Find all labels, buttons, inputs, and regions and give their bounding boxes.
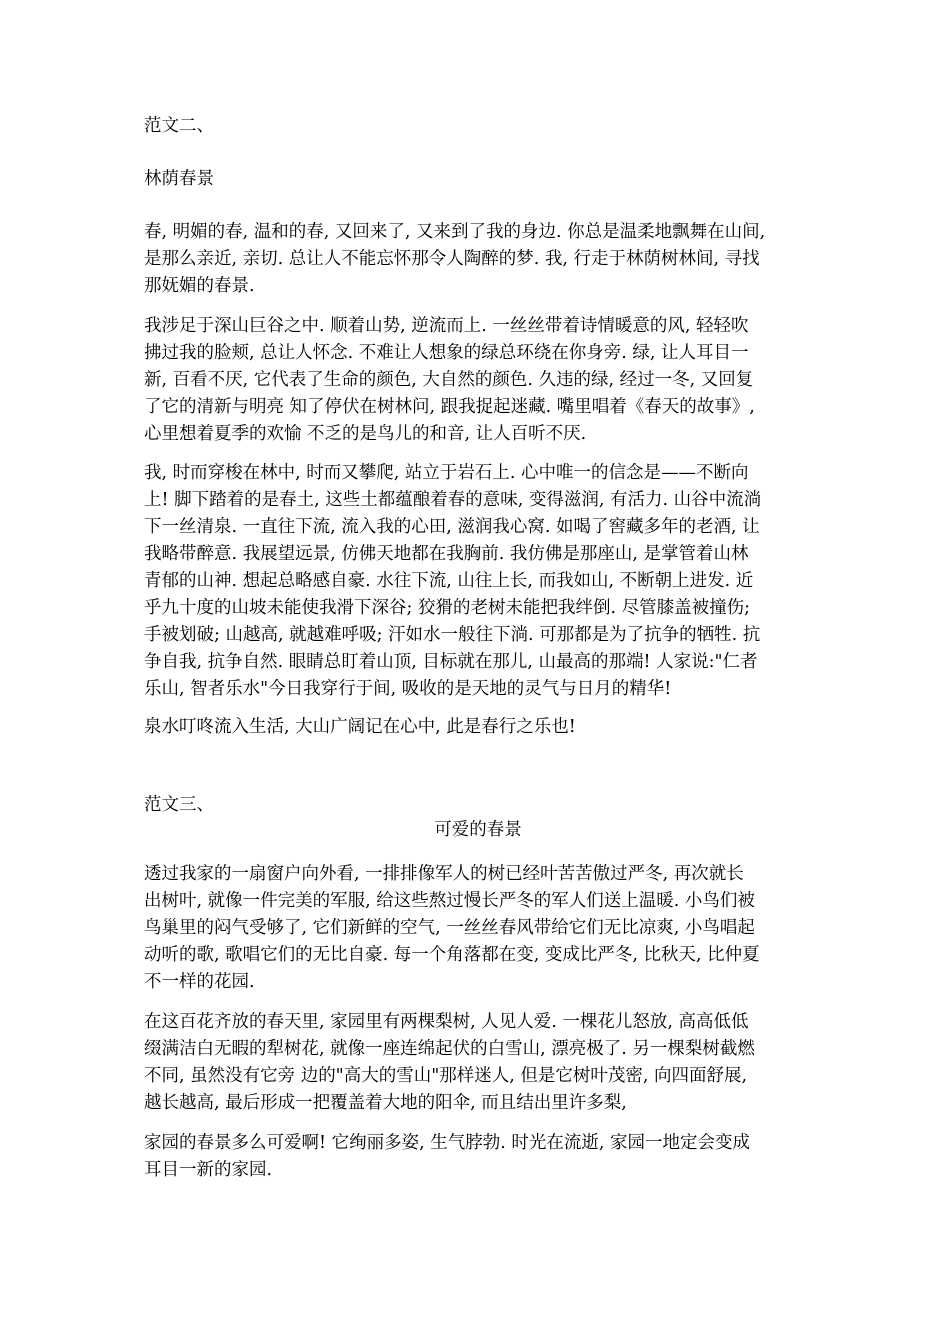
text-line: 家园的春景多么可爱啊! 它绚丽多姿, 生气脖勃. 时光在流逝, 家园一地定会变成: [144, 1133, 750, 1153]
essay2-heading: 范文二、: [144, 116, 214, 136]
text-line: 拂过我的脸颊, 总让人怀念. 不难让人想象的绿总环绕在你身旁. 绿, 让人耳目一: [144, 343, 749, 363]
text-line: 不一样的花园.: [144, 972, 255, 992]
text-line: 越长越高, 最后形成一把覆盖着大地的阳伞, 而且结出里许多梨,: [144, 1093, 627, 1113]
essay2-paragraph-1: [144, 219, 812, 300]
essay3-title: 可爱的春景: [434, 820, 522, 840]
text-line: 耳目一新的家园.: [144, 1160, 273, 1180]
text-line: 下一丝清泉. 一直往下流, 流入我的心田, 滋润我心窝. 如喝了窖藏多年的老酒, 让: [144, 517, 760, 537]
text-line: 争自我, 抗争自然. 眼睛总盯着山顶, 目标就在那儿, 山最高的那端! 人家说:"仁者: [144, 652, 758, 672]
text-line: 缀满洁白无暇的犁树花, 就像一座连绵起伏的白雪山, 漂亮极了. 另一棵梨树截燃: [144, 1039, 755, 1059]
text-line: 那妩媚的春景.: [144, 276, 255, 296]
text-line: 了它的清新与明亮 知了停伏在树林问, 跟我捉起迷藏. 嘴里唱着《春天的故事》,: [144, 397, 755, 417]
text-line: 我, 时而穿梭在林中, 时而又攀爬, 站立于岩石上. 心中唯一的信念是——不断向: [144, 463, 749, 483]
text-line: 新, 百看不厌, 它代表了生命的颜色, 大自然的颜色. 久违的绿, 经过一冬, 又回复: [144, 370, 754, 390]
text-line: 青郁的山神. 想起总略感自豪. 水往下流, 山往上长, 而我如山, 不断朝上进发. 近: [144, 571, 754, 591]
text-line: 心里想着夏季的欢愉 不乏的是鸟儿的和音, 让人百听不厌.: [144, 424, 587, 444]
text-line: 手被划破; 山越高, 就越难呼吸; 汗如水一般往下淌. 可那都是为了抗争的牺牲. 抗: [144, 625, 761, 645]
essay2-paragraph-4: [144, 714, 812, 741]
text-line: 鸟巢里的闷气受够了, 它们新鲜的空气, 一丝丝春风带给它们无比凉爽, 小鸟唱起: [144, 918, 755, 938]
text-line: 我略带醉意. 我展望远景, 仿佛天地都在我胸前. 我仿佛是那座山, 是掌管着山林: [144, 544, 749, 564]
text-line: 乐山, 智者乐水"今日我穿行于间, 吸收的是天地的灵气与日月的精华!: [144, 679, 672, 699]
text-line: 动听的歌, 歌唱它们的无比自豪. 每一个角落都在变, 变成比严冬, 比秋天, 比仲夏: [144, 945, 760, 965]
essay2-paragraph-2: [144, 313, 812, 448]
essay3-paragraph-2: [144, 1009, 812, 1117]
essay3-heading: 范文三、: [144, 795, 214, 815]
text-line: 透过我家的一扇窗户向外看, 一排排像军人的树已经叶苦苦傲过严冬, 再次就长: [144, 864, 744, 884]
text-line: 不同, 虽然没有它旁 边的"高大的雪山"那样迷人, 但是它树叶茂密, 向四面舒展,: [144, 1066, 748, 1086]
text-line: 我涉足于深山巨谷之中. 顺着山势, 逆流而上. 一丝丝带着诗情暖意的风, 轻轻吹: [144, 316, 749, 336]
text-line: 春, 明媚的春, 温和的春, 又回来了, 又来到了我的身边. 你总是温柔地飘舞在山间,: [144, 222, 766, 242]
text-line: 上! 脚下踏着的是春土, 这些土都蕴酿着春的意味, 变得滋润, 有活力. 山谷中流淌: [144, 490, 762, 510]
essay3-paragraph-1: [144, 861, 812, 996]
text-line: 乎九十度的山坡未能使我滑下深谷; 狡猾的老树未能把我绊倒. 尽管膝盖被撞伤;: [144, 598, 750, 618]
essay2-paragraph-3: [144, 460, 812, 703]
text-line: 是那么亲近, 亲切. 总让人不能忘怀那令人陶醉的梦. 我, 行走于林荫树林间, 寻找: [144, 249, 760, 269]
text-line: 泉水叮咚流入生活, 大山广阔记在心中, 此是春行之乐也!: [144, 717, 576, 737]
text-line: 在这百花齐放的春天里, 家园里有两棵梨树, 人见人爱. 一棵花儿怒放, 高高低低: [144, 1012, 749, 1032]
essay3-paragraph-3: [144, 1130, 812, 1184]
text-line: 出树叶, 就像一件完美的军服, 给这些熬过慢长严冬的军人们送上温暖. 小鸟们被: [144, 891, 755, 911]
essay2-title: 林荫春景: [144, 169, 214, 189]
